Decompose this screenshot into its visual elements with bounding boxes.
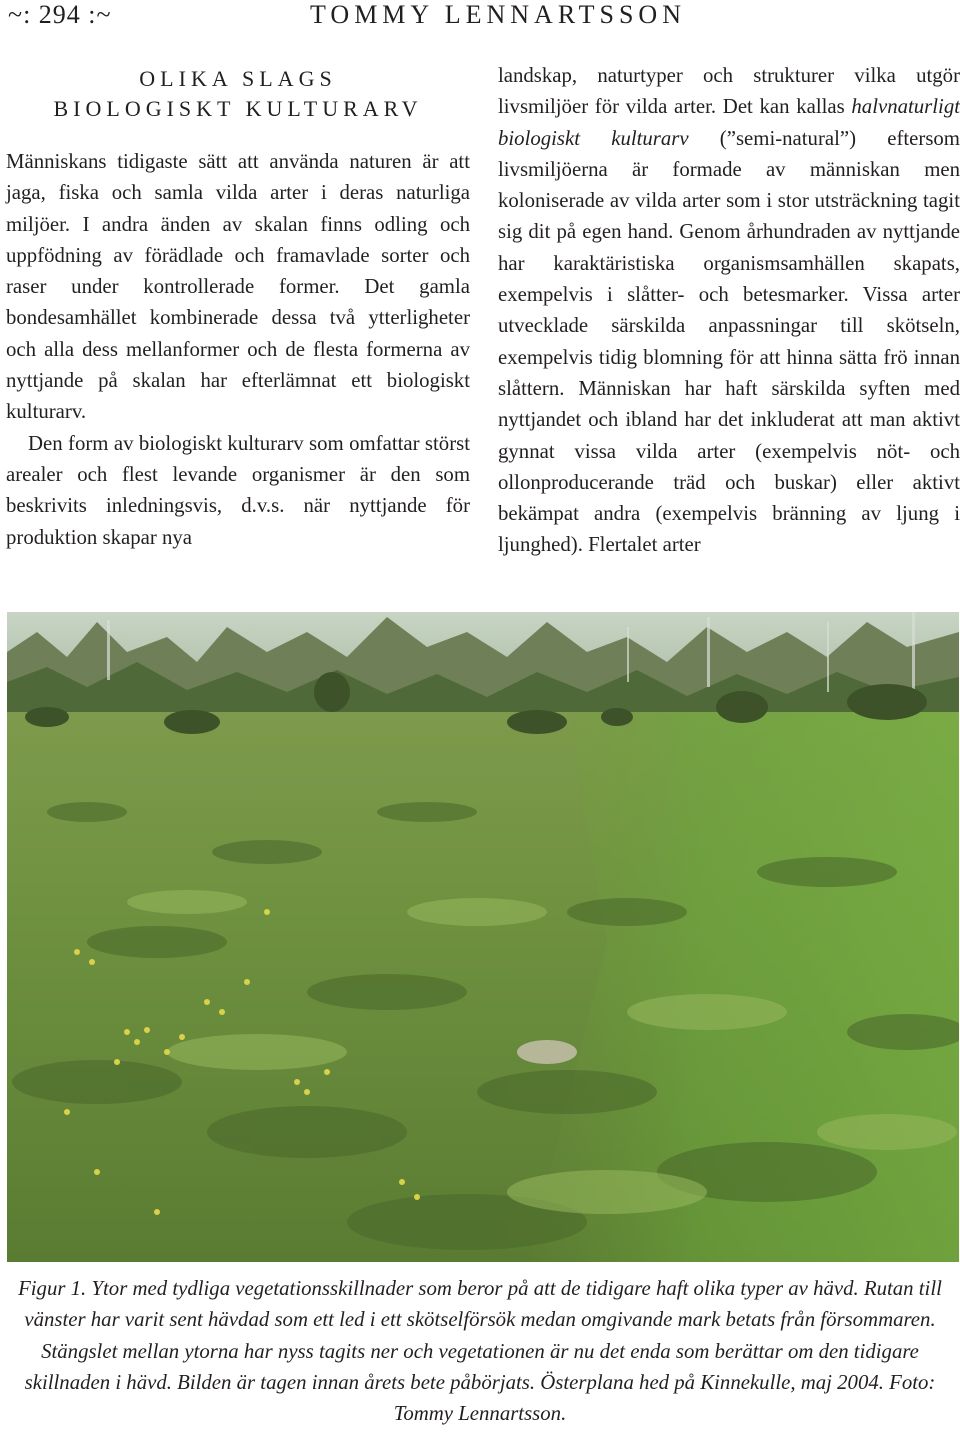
section-title [6,64,470,124]
body-paragraph-2: Den form av biologiskt kulturarv som omfattar störst arealer och flest levande organismer är den som beskrivits inledningsvis, d.v.s. när nyttjande för produktion skapar nya [6,431,470,549]
body-paragraph-1: Människans tidigaste sätt att använda naturen är att jaga, fiska och samla vilda arter i deras naturliga miljöer. I andra änden av skalan finns odling och uppfödning av förädlade och framavlade sorter och raser under kontrollerade former. Det gamla bondesamhället kombinerade dessa två ytterligheter och alla dess mellanformer och de flesta formerna av nyttjande på skalan har efterlämnat ett biologiskt kulturarv. [6,150,470,424]
paragraph-text-end: (”semi-natural”) eftersom livsmiljöerna är formade av människan men koloniserade av vilda arter som i stor utsträckning tagit sig dit på egen hand. Genom århundraden av nyttjande har karaktäristiska organismsamhällen skapats, exempelvis i slåtter- och betesmarker. Vissa arter utvecklade särskilda anpassningar till skötseln, exempelvis tidig blomning för att hinna sätta frö innan slåttern. Människan har haft särskilda syften med nyttjandet och ibland har det inkluderat att man aktivt gynnat vissa vilda arter (exempelvis nöt- och ollonproducerande träd och buskar) eller aktivt bekämpat andra (exempelvis bränning av ljung i ljunghed). Flertalet arter [498,126,960,557]
running-head-author: TOMMY LENNARTSSON [310,0,686,29]
running-head [0,0,960,34]
section-title-line-1: OLIKA SLAGS [139,66,337,91]
left-column [6,60,470,553]
italic-term: halvnaturligt biologiskt kulturarv [498,95,960,150]
figure-caption: Figur 1. Ytor med tydliga vegetationsskillnader som beror på att de tidigare haft olika typer av hävd. Rutan till vänster har varit sent hävdad som ett led i ett skötselförsök medan omgivande mark betats från försommaren. Stängslet mellan ytorna har nyss tagits ner och vegetationen är nu det enda som berättar om den tidigare skillnaden i hävd. Bilden är tagen innan årets bete påbörjats. Österplana hed på Kinnekulle, maj 2004. Foto: Tommy Lennartsson. [18,1277,942,1426]
paragraph-text-start: landskap, naturtyper och strukturer vilka utgör livsmiljöer för vilda arter. Det kan kallas [498,64,960,119]
section-title-line-2: BIOLOGISKT KULTURARV [53,96,423,121]
right-column [498,60,960,561]
body-paragraph-3 [498,60,960,561]
page-number: ~: 294 :~ [8,0,112,29]
meadow-photo-illustration [7,612,959,1262]
meadow-photograph [7,612,959,1262]
